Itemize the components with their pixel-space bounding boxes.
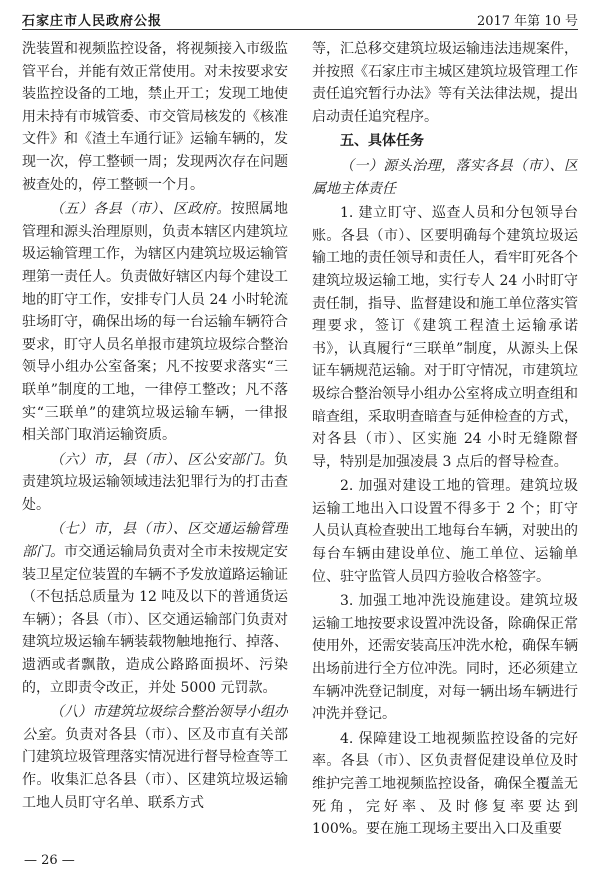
paragraph — [312, 590, 578, 726]
paragraph — [22, 701, 288, 814]
paragraph — [312, 155, 578, 200]
left-column — [22, 38, 288, 816]
paragraph — [22, 518, 288, 699]
paragraph — [22, 449, 288, 517]
paragraph-lead: （七）市，县（市）、区交通运输管理部门。 — [22, 521, 288, 561]
paragraph-text: 1. 建立盯守、巡查人员和分包领导台账。各县（市）、区要明确每个建筑垃圾运输工地的责任领导和责任人，看牢盯死各个建筑垃圾运输工地，实行专人 24 小时盯守责任制，指导、监督建设和施工单位落实管理要求，签订《建筑工程渣土运输承诺书》，认真履行“三联单”制度，从源头上保证车辆规范运输。对于盯守情况，市建筑垃圾综合整治领导小组办公室将成立明查组和暗查组，采取明查暗查与延伸检查的方式，对各县（市）、区实施 24 小时无缝隙督导，特别是加强凌晨 3 点后的督导检查。 — [312, 205, 578, 470]
page-number: — 26 — — [24, 853, 75, 868]
paragraph-text: 2. 加强对建设工地的管理。建筑垃圾运输工地出入口设置不得多于 2 个；盯守人员认真检查驶出工地每台车辆，对驶出的每台车辆由建设单位、施工单位、运输单位、驻守监管人员四方验收合格签字。 — [312, 478, 578, 585]
paragraph — [312, 38, 578, 128]
paragraph — [312, 202, 578, 473]
header-rule — [22, 29, 578, 30]
paragraph-text: 3. 加强工地冲洗设施建设。建筑垃圾运输工地按要求设置冲洗设备，除确保正常使用外，还需安装高压冲洗水枪，确保车辆出场前进行全方位冲洗。同时，还必须建立车辆冲洗登记制度，对每一辆出场车辆进行冲洗并登记。 — [312, 593, 578, 723]
paragraph-text: 市交通运输局负责对全市未按规定安装卫星定位装置的车辆不予发放道路运输证（不包括总质量为 12 吨及以下的普通货运车辆）；各县（市）、区交通运输部门负责对建筑垃圾运输车辆装载物触地拖行、掉落、遗洒或者飘散，造成公路路面损坏、污染的，立即责令改正，并处 5000 元罚款。 — [22, 544, 288, 696]
section-heading: 五、具体任务 — [340, 133, 424, 150]
journal-title: 石家庄市人民政府公报 — [22, 14, 163, 29]
paragraph-text: 按照属地管理和源头治理原则，负责本辖区内建筑垃圾运输管理工作，为辖区内建筑垃圾运输管理第一责任人。负责做好辖区内每个建设工地的盯守工作，安排专门人员 24 小时轮流驻场盯守，确保出场的每一台运输车辆符合要求，盯守人员名单报市建筑垃圾综合整治领导小组办公室备案；凡不按要求落实“三联单”制度的工地，一律停工整改；凡不落实“三联单”的建筑垃圾运输车辆，一律报相关部门取消运输资质。 — [22, 201, 288, 444]
paragraph-lead: （五）各县（市）、区政府。 — [50, 201, 231, 218]
paragraph-lead: （八）市建筑垃圾综合整治领导小组办公室。 — [22, 704, 288, 743]
paragraph-lead: （一）源头治理，落实各县（市）、区属地主体责任 — [312, 157, 578, 197]
paragraph-text: 4. 保障建设工地视频监控设备的完好率。各县（市）、区负责督促建设单位及时维护完善工地视频监控设备，确保全覆盖无死角，完好率、及时修复率要达到 100%。要在施工现场主要出入口及重要 — [312, 730, 578, 838]
right-column — [312, 38, 578, 843]
issue-number: 2017 年第 10 号 — [476, 14, 578, 29]
paragraph — [312, 475, 578, 588]
paragraph-text: 洗装置和视频监控设备，将视频接入市级监管平台，并能有效正常使用。对未按要求安装监控设备的工地，禁止开工；发现工地使用未持有市城管委、市交管局核发的《核准文件》和《渣土车通行证》运输车辆的，发现一次，停工整顿一周；发现两次存在问题被查处的，停工整顿一个月。 — [22, 41, 288, 193]
paragraph — [312, 728, 578, 841]
paragraph-text: 等，汇总移交建筑垃圾运输违法违规案件，并按照《石家庄市主城区建筑垃圾管理工作责任追究暂行办法》等有关法律法规，提出启动责任追究程序。 — [312, 41, 578, 125]
paragraph-text: 负责建筑垃圾运输领域违法犯罪行为的打击查处。 — [22, 451, 288, 513]
paragraph-lead: （六）市，县（市）、区公安部门。 — [50, 451, 274, 468]
paragraph — [22, 198, 288, 447]
paragraph-text: 负责对各县（市）、区及市直有关部门建筑垃圾管理落实情况进行督导检查等工作。收集汇总各县（市）、区建筑垃圾运输工地人员盯守名单、联系方式 — [22, 726, 288, 811]
paragraph — [22, 38, 288, 196]
paragraph — [312, 130, 578, 153]
